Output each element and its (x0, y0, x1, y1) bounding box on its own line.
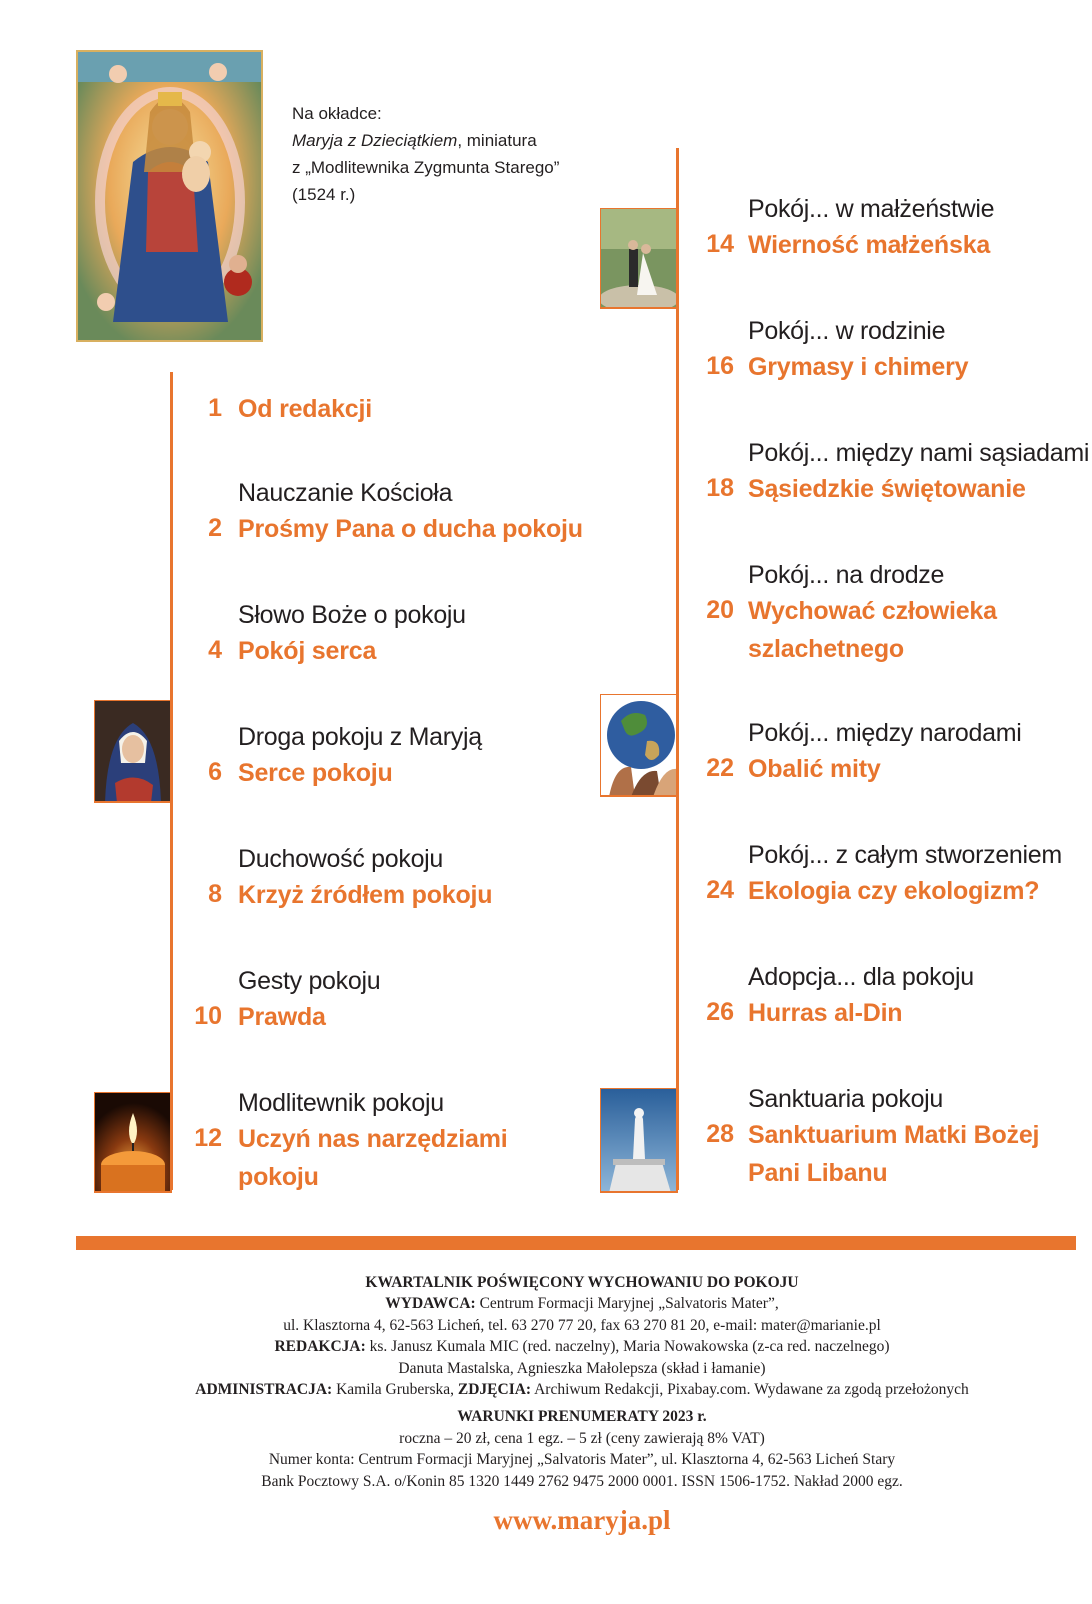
toc-title-continued: Pani Libanu (748, 1159, 888, 1187)
imprint-heading: KWARTALNIK POŚWIĘCONY WYCHOWANIU DO POKOJU (365, 1274, 799, 1291)
toc-entry-16[interactable] (700, 314, 968, 386)
toc-page-number: 4 (208, 636, 222, 664)
imprint-editors-label: REDAKCJA: (274, 1338, 366, 1356)
imprint-admin: Kamila Gruberska, (332, 1381, 458, 1399)
madonna-portrait-image (94, 700, 171, 802)
toc-entry-18[interactable] (700, 436, 1089, 508)
toc-entry-1[interactable] (196, 390, 372, 428)
toc-section-label: Nauczanie Kościoła (238, 479, 453, 507)
toc-title: Prawda (238, 1003, 326, 1031)
toc-page-number: 12 (194, 1124, 222, 1152)
toc-title: Obalić mity (748, 755, 881, 783)
toc-title: Pokój serca (238, 637, 377, 665)
toc-entry-14[interactable] (700, 192, 994, 264)
cover-title-rest: , miniatura (457, 131, 537, 150)
toc-section-label: Pokój... między nami sąsiadami (748, 439, 1090, 467)
toc-section-label: Pokój... w małżeństwie (748, 195, 995, 223)
toc-entry-10[interactable] (196, 964, 380, 1036)
imprint-block (110, 1272, 1054, 1536)
imprint-admin-line (110, 1379, 1054, 1400)
imprint-subscription-heading: WARUNKI PRENUMERATY 2023 r. (457, 1408, 707, 1426)
imprint-publisher-label: WYDAWCA: (385, 1295, 476, 1313)
cover-image-madonna (76, 50, 263, 342)
toc-section-label: Pokój... w rodzinie (748, 317, 946, 345)
toc-title: Od redakcji (238, 395, 372, 423)
toc-page-number: 18 (706, 474, 734, 502)
toc-section-label: Słowo Boże o pokoju (238, 601, 466, 629)
imprint-editors: ks. Janusz Kumala MIC (red. naczelny), Maria Nowakowska (z-ca red. naczelnego) (365, 1338, 890, 1356)
toc-section-label: Sanktuaria pokoju (748, 1085, 944, 1113)
cover-source-line: z „Modlitewnika Zygmunta Starego” (292, 158, 560, 177)
cover-label: Na okładce: (292, 104, 382, 123)
toc-page-number: 22 (706, 754, 734, 782)
toc-entry-8[interactable] (196, 842, 492, 914)
imprint-publisher-line (110, 1293, 1054, 1314)
imprint-photos-label: ZDJĘCIA: (457, 1381, 532, 1399)
imprint-subscription: roczna – 20 zł, cena 1 egz. – 5 zł (ceny zawierają 8% VAT) (399, 1429, 765, 1447)
toc-page-number: 20 (706, 596, 734, 624)
toc-entry-28[interactable] (700, 1082, 1039, 1192)
toc-page-number: 1 (208, 394, 222, 422)
toc-page-number: 26 (706, 998, 734, 1026)
footer-divider-bar (76, 1236, 1076, 1250)
toc-section-label: Pokój... między narodami (748, 719, 1022, 747)
toc-entry-24[interactable] (700, 838, 1062, 910)
toc-title: Sanktuarium Matki Bożej (748, 1121, 1040, 1149)
wedding-couple-image (600, 208, 677, 308)
imprint-bank: Bank Pocztowy S.A. o/Konin 85 1320 1449 2762 9475 2000 0001. ISSN 1506-1752. Nakład 2000 egz. (261, 1472, 903, 1490)
toc-page-number: 2 (208, 514, 222, 542)
toc-page-number: 6 (208, 758, 222, 786)
toc-title: Wierność małżeńska (748, 231, 991, 259)
cover-title-line (292, 127, 592, 154)
cover-year-line: (1524 r.) (292, 185, 356, 204)
lebanon-shrine-image (600, 1088, 677, 1192)
cover-title-italic: Maryja z Dzieciątkiem (292, 131, 458, 150)
website-link[interactable]: www.maryja.pl (493, 1505, 671, 1536)
imprint-admin-label: ADMINISTRACJA: (195, 1381, 333, 1399)
toc-page-number: 14 (706, 230, 734, 258)
toc-title: Hurras al-Din (748, 999, 903, 1027)
toc-page-number: 28 (706, 1120, 734, 1148)
toc-entry-2[interactable] (196, 476, 583, 548)
toc-entry-22[interactable] (700, 716, 1021, 788)
imprint-account: Numer konta: Centrum Formacji Maryjnej „Salvatoris Mater”, ul. Klasztorna 4, 62-563 Licheń Stary (268, 1451, 896, 1469)
toc-title: Krzyż źródłem pokoju (238, 881, 493, 909)
toc-page-number: 8 (208, 880, 222, 908)
toc-title: Sąsiedzkie świętowanie (748, 475, 1026, 503)
toc-title: Grymasy i chimery (748, 353, 969, 381)
imprint-editors-continued: Danuta Mastalska, Agnieszka Małolepsza (skład i łamanie) (398, 1359, 766, 1377)
toc-page-number: 10 (194, 1002, 222, 1030)
toc-title: Ekologia czy ekologizm? (748, 877, 1040, 905)
toc-title: Wychować człowieka (748, 597, 997, 625)
toc-entry-6[interactable] (196, 720, 482, 792)
toc-entry-12[interactable] (196, 1086, 508, 1196)
toc-page-number: 24 (706, 876, 734, 904)
imprint-photos: Archiwum Redakcji, Pixabay.com. Wydawane za zgodą przełożonych (531, 1381, 969, 1399)
toc-section-label: Duchowość pokoju (238, 845, 444, 873)
toc-section-label: Droga pokoju z Maryją (238, 723, 482, 751)
toc-entry-26[interactable] (700, 960, 974, 1032)
candle-image (94, 1092, 171, 1192)
imprint-address: ul. Klasztorna 4, 62-563 Licheń, tel. 63 270 77 20, fax 63 270 81 20, e-mail: mater@marianie.pl (283, 1316, 881, 1334)
toc-title: Prośmy Pana o ducha pokoju (238, 515, 583, 543)
toc-page-number: 16 (706, 352, 734, 380)
globe-hands-image (600, 694, 677, 796)
toc-title: Uczyń nas narzędziami (238, 1125, 508, 1153)
toc-section-label: Pokój... na drodze (748, 561, 945, 589)
toc-title-continued: szlachetnego (748, 635, 904, 663)
imprint-editors-line (110, 1336, 1054, 1357)
toc-title: Serce pokoju (238, 759, 393, 787)
cover-caption (292, 100, 592, 208)
toc-title-continued: pokoju (238, 1163, 319, 1191)
toc-section-label: Adopcja... dla pokoju (748, 963, 974, 991)
toc-section-label: Gesty pokoju (238, 967, 381, 995)
toc-section-label: Pokój... z całym stworzeniem (748, 841, 1062, 869)
imprint-publisher: Centrum Formacji Maryjnej „Salvatoris Mater”, (475, 1295, 779, 1313)
toc-section-label: Modlitewnik pokoju (238, 1089, 444, 1117)
toc-entry-20[interactable] (700, 558, 997, 668)
toc-entry-4[interactable] (196, 598, 466, 670)
